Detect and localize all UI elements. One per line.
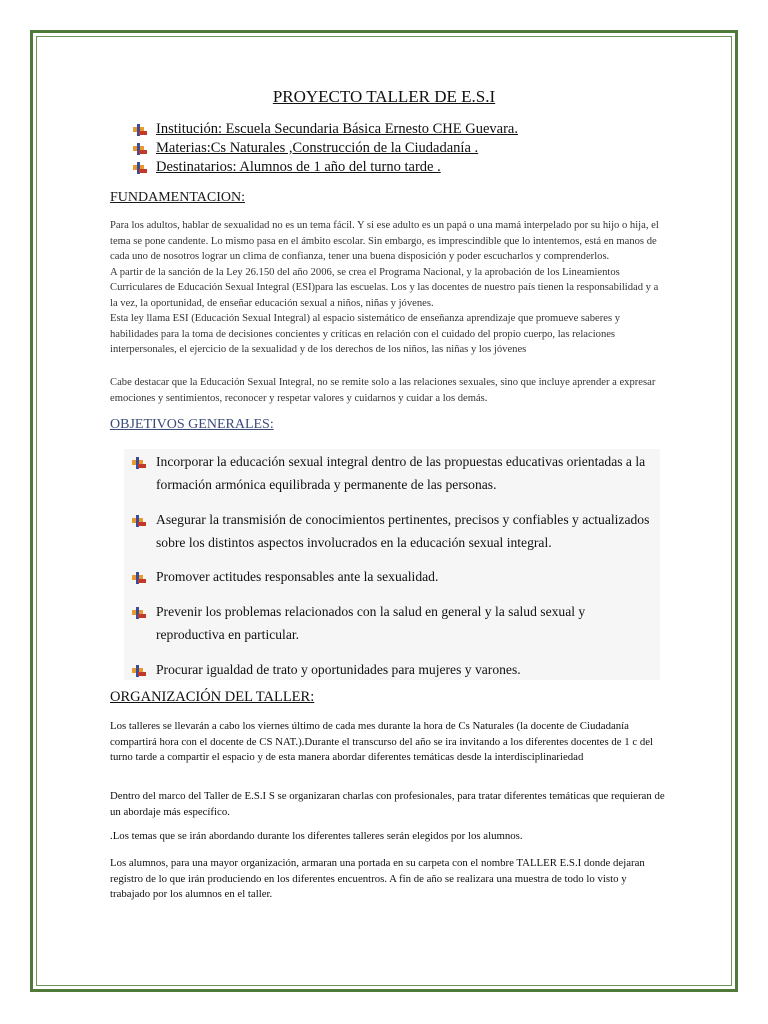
objetivo-item bbox=[132, 659, 657, 682]
arrow-bullet-icon bbox=[132, 457, 146, 469]
info-text: Destinatarios: Alumnos de 1 año del turno tarde . bbox=[156, 159, 441, 175]
fundamentacion-heading: FUNDAMENTACION: bbox=[110, 190, 245, 205]
arrow-bullet-icon bbox=[133, 124, 147, 136]
objetivo-item bbox=[132, 601, 657, 646]
info-materias bbox=[133, 139, 518, 158]
organizacion-p1: Los talleres se llevarán a cabo los viernes último de cada mes durante la hora de Cs Naturales (la docente de Ciudadanía compartirá hora con el docente de CS NAT.).Durante el transcurso del año se ira invitando a los diferentes docentes de 1 c del turno tarde a compartir el espacio y de esta manera abordar diferentes temáticas desde la interdisciplinariedad bbox=[110, 720, 654, 763]
objetivo-text: Prevenir los problemas relacionados con la salud en general y la salud sexual y reproductiva en particular. bbox=[156, 604, 586, 642]
arrow-bullet-icon bbox=[133, 143, 147, 155]
info-institucion bbox=[133, 120, 518, 139]
document-title: PROYECTO TALLER DE E.S.I bbox=[272, 87, 496, 106]
arrow-bullet-icon bbox=[133, 162, 147, 174]
paragraph: A partir de la sanción de la Ley 26.150 del año 2006, se crea el Programa Nacional, y la aprobación de los Lineamientos Curriculares de Educación Sexual Integral (ESI)para las escuelas. Los y las docentes de nuestro país tienen la responsabilidad y a la vez, la oportunidad, de enseñar educación sexual a niños, niñas y jóvenes. bbox=[110, 266, 659, 309]
organizacion-p2: Dentro del marco del Taller de E.S.I S se organizaran charlas con profesionales, para tratar diferentes temáticas que requieran de un abordaje más específico. bbox=[110, 790, 665, 818]
arrow-bullet-icon bbox=[132, 607, 146, 619]
arrow-bullet-icon bbox=[132, 572, 146, 584]
objetivos-heading: OBJETIVOS GENERALES: bbox=[110, 417, 274, 432]
arrow-bullet-icon bbox=[132, 665, 146, 677]
objetivo-item bbox=[132, 566, 657, 589]
organizacion-p3: .Los temas que se irán abordando durante los diferentes talleres serán elegidos por los alumnos. bbox=[110, 830, 523, 842]
fundamentacion-body bbox=[110, 218, 665, 358]
info-list bbox=[133, 120, 518, 177]
objetivo-item bbox=[132, 451, 657, 496]
info-text: Institución: Escuela Secundaria Básica Ernesto CHE Guevara. bbox=[156, 121, 518, 137]
objetivo-text: Incorporar la educación sexual integral dentro de las propuestas educativas orientadas a la formación armónica equilibrada y permanente de las personas. bbox=[156, 454, 646, 492]
organizacion-p4: Los alumnos, para una mayor organización, armaran una portada en su carpeta con el nombre TALLER E.S.I donde dejaran registro de lo que irán produciendo en los diferentes encuentros. A fin de año se realizara una muestra de todo lo visto y trabajado por los alumnos en el taller. bbox=[110, 857, 645, 900]
objetivo-text: Promover actitudes responsables ante la sexualidad. bbox=[156, 569, 439, 584]
paragraph: Para los adultos, hablar de sexualidad no es un tema fácil. Y si ese adulto es un papá o una mamá interpelado por su hijo o hija, el tema se pone candente. Lo mismo pasa en el ámbito escolar. Sin embargo, es imprescindible que lo intentemos, está en manos de cada uno de nosotros lograr un clima de confianza, tener una buena disposición y poder escucharlos y comprenderlos. bbox=[110, 220, 659, 262]
arrow-bullet-icon bbox=[132, 515, 146, 527]
objetivo-text: Procurar igualdad de trato y oportunidades para mujeres y varones. bbox=[156, 662, 521, 677]
fundamentacion-closing: Cabe destacar que la Educación Sexual Integral, no se remite solo a las relaciones sexuales, sino que incluye aprender a expresar emociones y sentimientos, reconocer y respetar valores y cuidarnos y cuidar a los demás. bbox=[110, 377, 656, 404]
paragraph: Esta ley llama ESI (Educación Sexual Integral) al espacio sistemático de enseñanza aprendizaje que promueve saberes y habilidades para la toma de decisiones concientes y críticas en relación con el cuidado del propio cuerpo, las relaciones interpersonales, el ejercicio de la sexualidad y de los derechos de los niños, las niñas y los jóvenes bbox=[110, 313, 621, 355]
info-text: Materias:Cs Naturales ,Construcción de la Ciudadanía . bbox=[156, 140, 479, 156]
organizacion-heading: ORGANIZACIÓN DEL TALLER: bbox=[110, 689, 315, 705]
objetivo-text: Asegurar la transmisión de conocimientos pertinentes, precisos y confiables y actualizados sobre los distintos aspectos involucrados en la educación sexual integral. bbox=[156, 512, 650, 550]
info-destinatarios bbox=[133, 158, 518, 177]
objetivo-item bbox=[132, 509, 657, 554]
